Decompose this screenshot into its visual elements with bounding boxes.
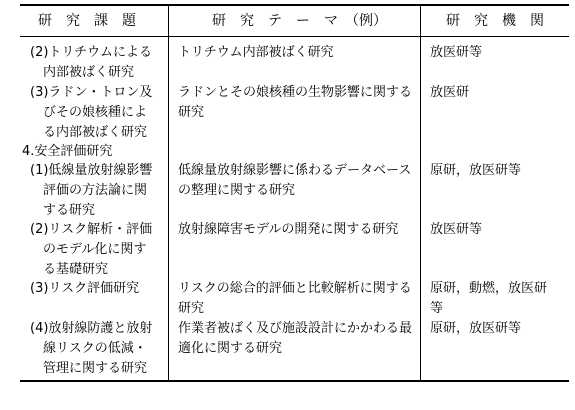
column-divider-2 [420,6,421,381]
table-cell-topic: (2)リスク解析・評価 [30,222,153,237]
table-cell-theme: トリチウム内部被ばく研究 [178,45,334,60]
table-cell-theme: 放射線障害モデルの開発に関する研究 [178,222,399,237]
table-bottom-rule [20,380,569,382]
table-cell-topic: 内部被ばく研究 [30,65,135,80]
header-rule [20,36,569,37]
table-cell-org: 放医研等 [430,222,483,237]
column-divider-1 [168,6,169,381]
table-cell-theme: の整理に関する研究 [178,183,296,198]
table-cell-theme: 低線量放射線影響に係わるデータベース [178,163,412,178]
table-cell-org: 放医研 [430,85,470,100]
table-cell-topic: 線リスクの低減・ [30,341,147,356]
table-cell-org: 等 [430,301,444,316]
table-top-rule [20,4,569,6]
table-cell-theme: 作業者被ばく及び施設設計にかかわる最 [178,321,413,336]
table-cell-org: 原研，放医研等 [430,163,522,178]
table-cell-topic: (3)リスク評価研究 [30,281,140,296]
table-cell-theme: 研究 [178,105,205,120]
table-cell-org: 原研，放医研等 [430,321,522,336]
table-cell-topic: 4.安全評価研究 [22,144,113,159]
table-cell-topic: る内部被ばく研究 [30,125,148,140]
table-cell-topic: びその娘核種によ [30,105,148,120]
table-cell-org: 放医研等 [430,45,483,60]
table-cell-theme: ラドンとその娘核種の生物影響に関する [178,85,413,100]
table-cell-topic: 管理に関する研究 [30,361,148,376]
table-cell-topic: (1)低線量放射線影響 [30,163,153,178]
table-cell-topic: (2)トリチウムによる [30,45,153,60]
table-cell-topic: る基礎研究 [30,262,109,277]
header-research-topic: 研 究 課 題 [38,13,136,29]
table-cell-topic: (4)放射線防護と放射 [30,321,153,336]
table-cell-theme: 研究 [178,301,205,316]
table-cell-topic: のモデル化に関す [30,242,147,257]
table-cell-topic: (3)ラドン・トロン及 [30,85,153,100]
table-cell-theme: リスクの総合的評価と比較解析に関する [178,281,412,296]
table-cell-org: 原研，動燃，放医研 [430,281,548,296]
table-cell-topic: する研究 [30,203,96,218]
header-research-theme: 研 究 テ ー マ （例） [212,13,387,29]
table-cell-topic: 評価の方法論に関 [30,183,148,198]
header-research-org: 研 究 機 関 [446,13,544,29]
table-cell-theme: 適化に関する研究 [178,341,283,356]
